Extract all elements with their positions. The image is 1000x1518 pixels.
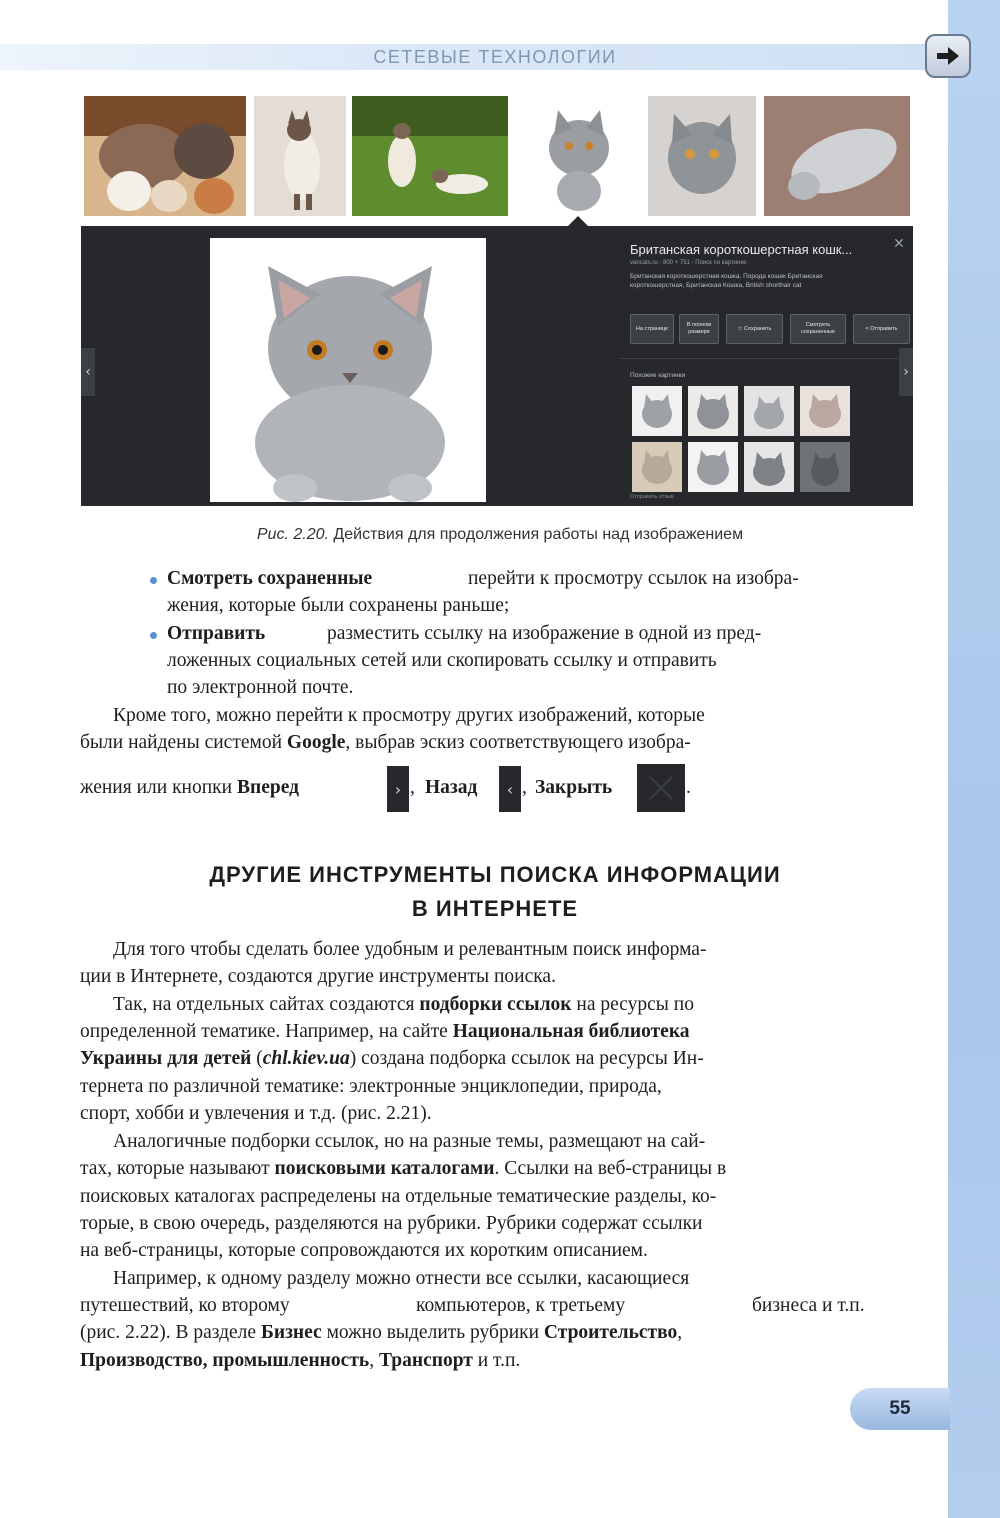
section-heading: В ИНТЕРНЕТЕ (411, 896, 579, 921)
paragraph-line: спорт, хобби и увлечения и т.д. (рис. 2.21). (80, 1103, 432, 1124)
feedback-link[interactable]: Отправить отзыв (630, 494, 674, 500)
back-button-sample (499, 766, 521, 812)
site-link[interactable]: chl.kiev.ua (262, 1048, 350, 1069)
paragraph-line: ции в Интернете, создаются другие инструменты поиска. (80, 966, 556, 987)
section-heading: ДРУГИЕ ИНСТРУМЕНТЫ ПОИСКА ИНФОРМАЦИИ (209, 862, 781, 887)
arrow-right-icon[interactable] (925, 34, 971, 78)
text-run: ( (251, 1048, 263, 1069)
viewer-button-view-saved[interactable]: Смотреть сохраненные (790, 314, 846, 344)
paragraph-line: компьютеров, к третьему (416, 1295, 626, 1316)
similar-image[interactable] (688, 442, 738, 492)
text-run: , (410, 777, 415, 798)
paragraph-line (80, 1350, 520, 1372)
bullet-text: по электронной почте. (167, 677, 354, 698)
chevron-left-icon: ‹ (506, 779, 514, 799)
text-run: Так, на отдельных сайтах создаются (113, 994, 420, 1015)
similar-image[interactable] (744, 442, 794, 492)
paragraph-line: бизнеса и т.п. (752, 1295, 865, 1316)
paragraph-line: тернета по различной тематике: электронные энциклопедии, природа, (80, 1076, 662, 1097)
paragraph-line (80, 1021, 690, 1043)
text-run: определенной тематике. Например, на сайте (80, 1021, 453, 1042)
paragraph-line: поисковых каталогах распределены на отдельные тематические разделы, ко- (80, 1186, 717, 1207)
text-run: тах, которые называют (80, 1158, 275, 1179)
key-term: Бизнес (260, 1322, 322, 1343)
viewer-button-share[interactable]: < Отправить (853, 314, 910, 344)
key-term: поисковыми каталогами (274, 1158, 495, 1179)
key-term: Производство, промышленность (80, 1350, 370, 1371)
viewer-divider (620, 358, 910, 359)
similar-image[interactable] (800, 442, 850, 492)
key-term: Национальная библиотека (452, 1021, 690, 1042)
text-run: можно выделить рубрики (321, 1322, 544, 1343)
close-button-sample (637, 764, 685, 812)
thumbnail-british-shorthair-selected[interactable] (530, 96, 628, 216)
key-term: подборки ссылок (419, 994, 572, 1015)
text-run: (рис. 2.22). В разделе (80, 1322, 261, 1343)
text-run: . (686, 777, 691, 798)
paragraph-line (80, 1158, 726, 1180)
close-term: Закрыть (535, 777, 613, 798)
similar-image[interactable] (632, 442, 682, 492)
running-header: СЕТЕВЫЕ ТЕХНОЛОГИИ (373, 47, 617, 67)
paragraph-line: путешествий, ко второму (80, 1295, 290, 1316)
paragraph-line (80, 1322, 682, 1344)
paragraph-line (113, 994, 694, 1016)
text-run: , (369, 1350, 379, 1371)
paragraph-line: на веб-страницы, которые сопровождаются их коротким описанием. (80, 1240, 648, 1261)
chevron-right-icon: › (903, 364, 909, 380)
bullet-text: ложенных социальных сетей или скопировать ссылку и отправить (167, 650, 717, 671)
paragraph-line: Например, к одному разделу можно отнести все ссылки, касающиеся (113, 1268, 690, 1289)
viewer-prev-button[interactable] (81, 348, 95, 396)
page-number: 55 (850, 1388, 950, 1430)
similar-image[interactable] (688, 386, 738, 436)
thumbnail-siamese-cat[interactable] (254, 96, 346, 216)
similar-images-label: Похожие картинки (630, 372, 686, 379)
thumbnail-grey-kitten[interactable] (648, 96, 756, 216)
viewer-button-page[interactable]: На странице (630, 314, 674, 344)
viewer-image-title[interactable]: Британская короткошерстная кошк... (630, 242, 853, 257)
text-run: , выбрав эскиз соответствующего изобра- (345, 732, 691, 753)
google-term: Google (286, 732, 346, 753)
viewer-next-button[interactable] (899, 348, 913, 396)
thumbnail-cats-on-grass[interactable] (352, 96, 508, 216)
key-term: Транспорт (378, 1350, 473, 1371)
back-term: Назад (425, 777, 478, 798)
main-cat-photo (210, 238, 486, 502)
chevron-right-icon: › (394, 779, 402, 799)
paragraph-line: Для того чтобы сделать более удобным и релевантным поиск информа- (113, 939, 707, 960)
text-run: жения или кнопки (80, 777, 237, 798)
viewer-image-description: Британская короткошерстная кошка, Порода кошек Британская короткошерстная, Британская Кошка, British shorthair cat (630, 273, 823, 289)
bullet-text: перейти к просмотру ссылок на изобра- (468, 568, 799, 589)
close-icon[interactable]: ✕ (893, 236, 905, 252)
key-term: Строительство (543, 1322, 678, 1343)
thumbnail-lying-cat[interactable] (764, 96, 910, 216)
paragraph-line (80, 777, 299, 799)
paragraph-line: Кроме того, можно перейти к просмотру других изображений, которые (113, 705, 705, 726)
key-term: Украины для детей (80, 1048, 252, 1069)
text-run: ) создана подборка ссылок на ресурсы Ин- (349, 1048, 704, 1069)
text-run: на ресурсы по (571, 994, 694, 1015)
similar-image[interactable] (632, 386, 682, 436)
similar-image[interactable] (744, 386, 794, 436)
viewer-button-save[interactable]: ☆ Сохранить (726, 314, 783, 344)
figure-caption (0, 526, 1000, 544)
bullet-term: Отправить (167, 623, 266, 644)
bullet-icon (150, 577, 157, 584)
close-icon (646, 773, 676, 803)
page-side-stripe (948, 0, 1000, 1518)
text-run: были найдены системой (80, 732, 287, 753)
paragraph-line: Аналогичные подборки ссылок, но на разные темы, размещают на сай- (113, 1131, 706, 1152)
paragraph-line (80, 1048, 704, 1070)
text-run: и т.п. (472, 1350, 521, 1371)
forward-term: Вперед (236, 777, 299, 798)
bullet-text: жения, которые были сохранены раньше; (167, 595, 510, 616)
bullet-text: разместить ссылку на изображение в одной из пред- (327, 623, 762, 644)
viewer-pointer (568, 216, 588, 226)
figure-caption-text: Действия для продолжения работы над изображением (328, 526, 744, 543)
bullet-term: Смотреть сохраненные (167, 568, 373, 589)
figure-number: Рис. 2.20. (256, 526, 329, 543)
forward-button-sample (387, 766, 409, 812)
chevron-left-icon: ‹ (85, 364, 91, 380)
paragraph-line (80, 732, 691, 754)
text-run: , (522, 777, 527, 798)
viewer-button-full-size[interactable]: В полном размере (679, 314, 719, 344)
text-run: . Ссылки на веб-страницы в (494, 1158, 727, 1179)
viewer-image-meta: vancats.ru - 800 × 751 - Поиск по картинке (630, 260, 747, 266)
paragraph-line: торые, в свою очередь, разделяются на рубрики. Рубрики содержат ссылки (80, 1213, 703, 1234)
bullet-icon (150, 632, 157, 639)
text-run: , (677, 1322, 683, 1343)
thumbnail-cats-group[interactable] (84, 96, 246, 216)
similar-image[interactable] (800, 386, 850, 436)
